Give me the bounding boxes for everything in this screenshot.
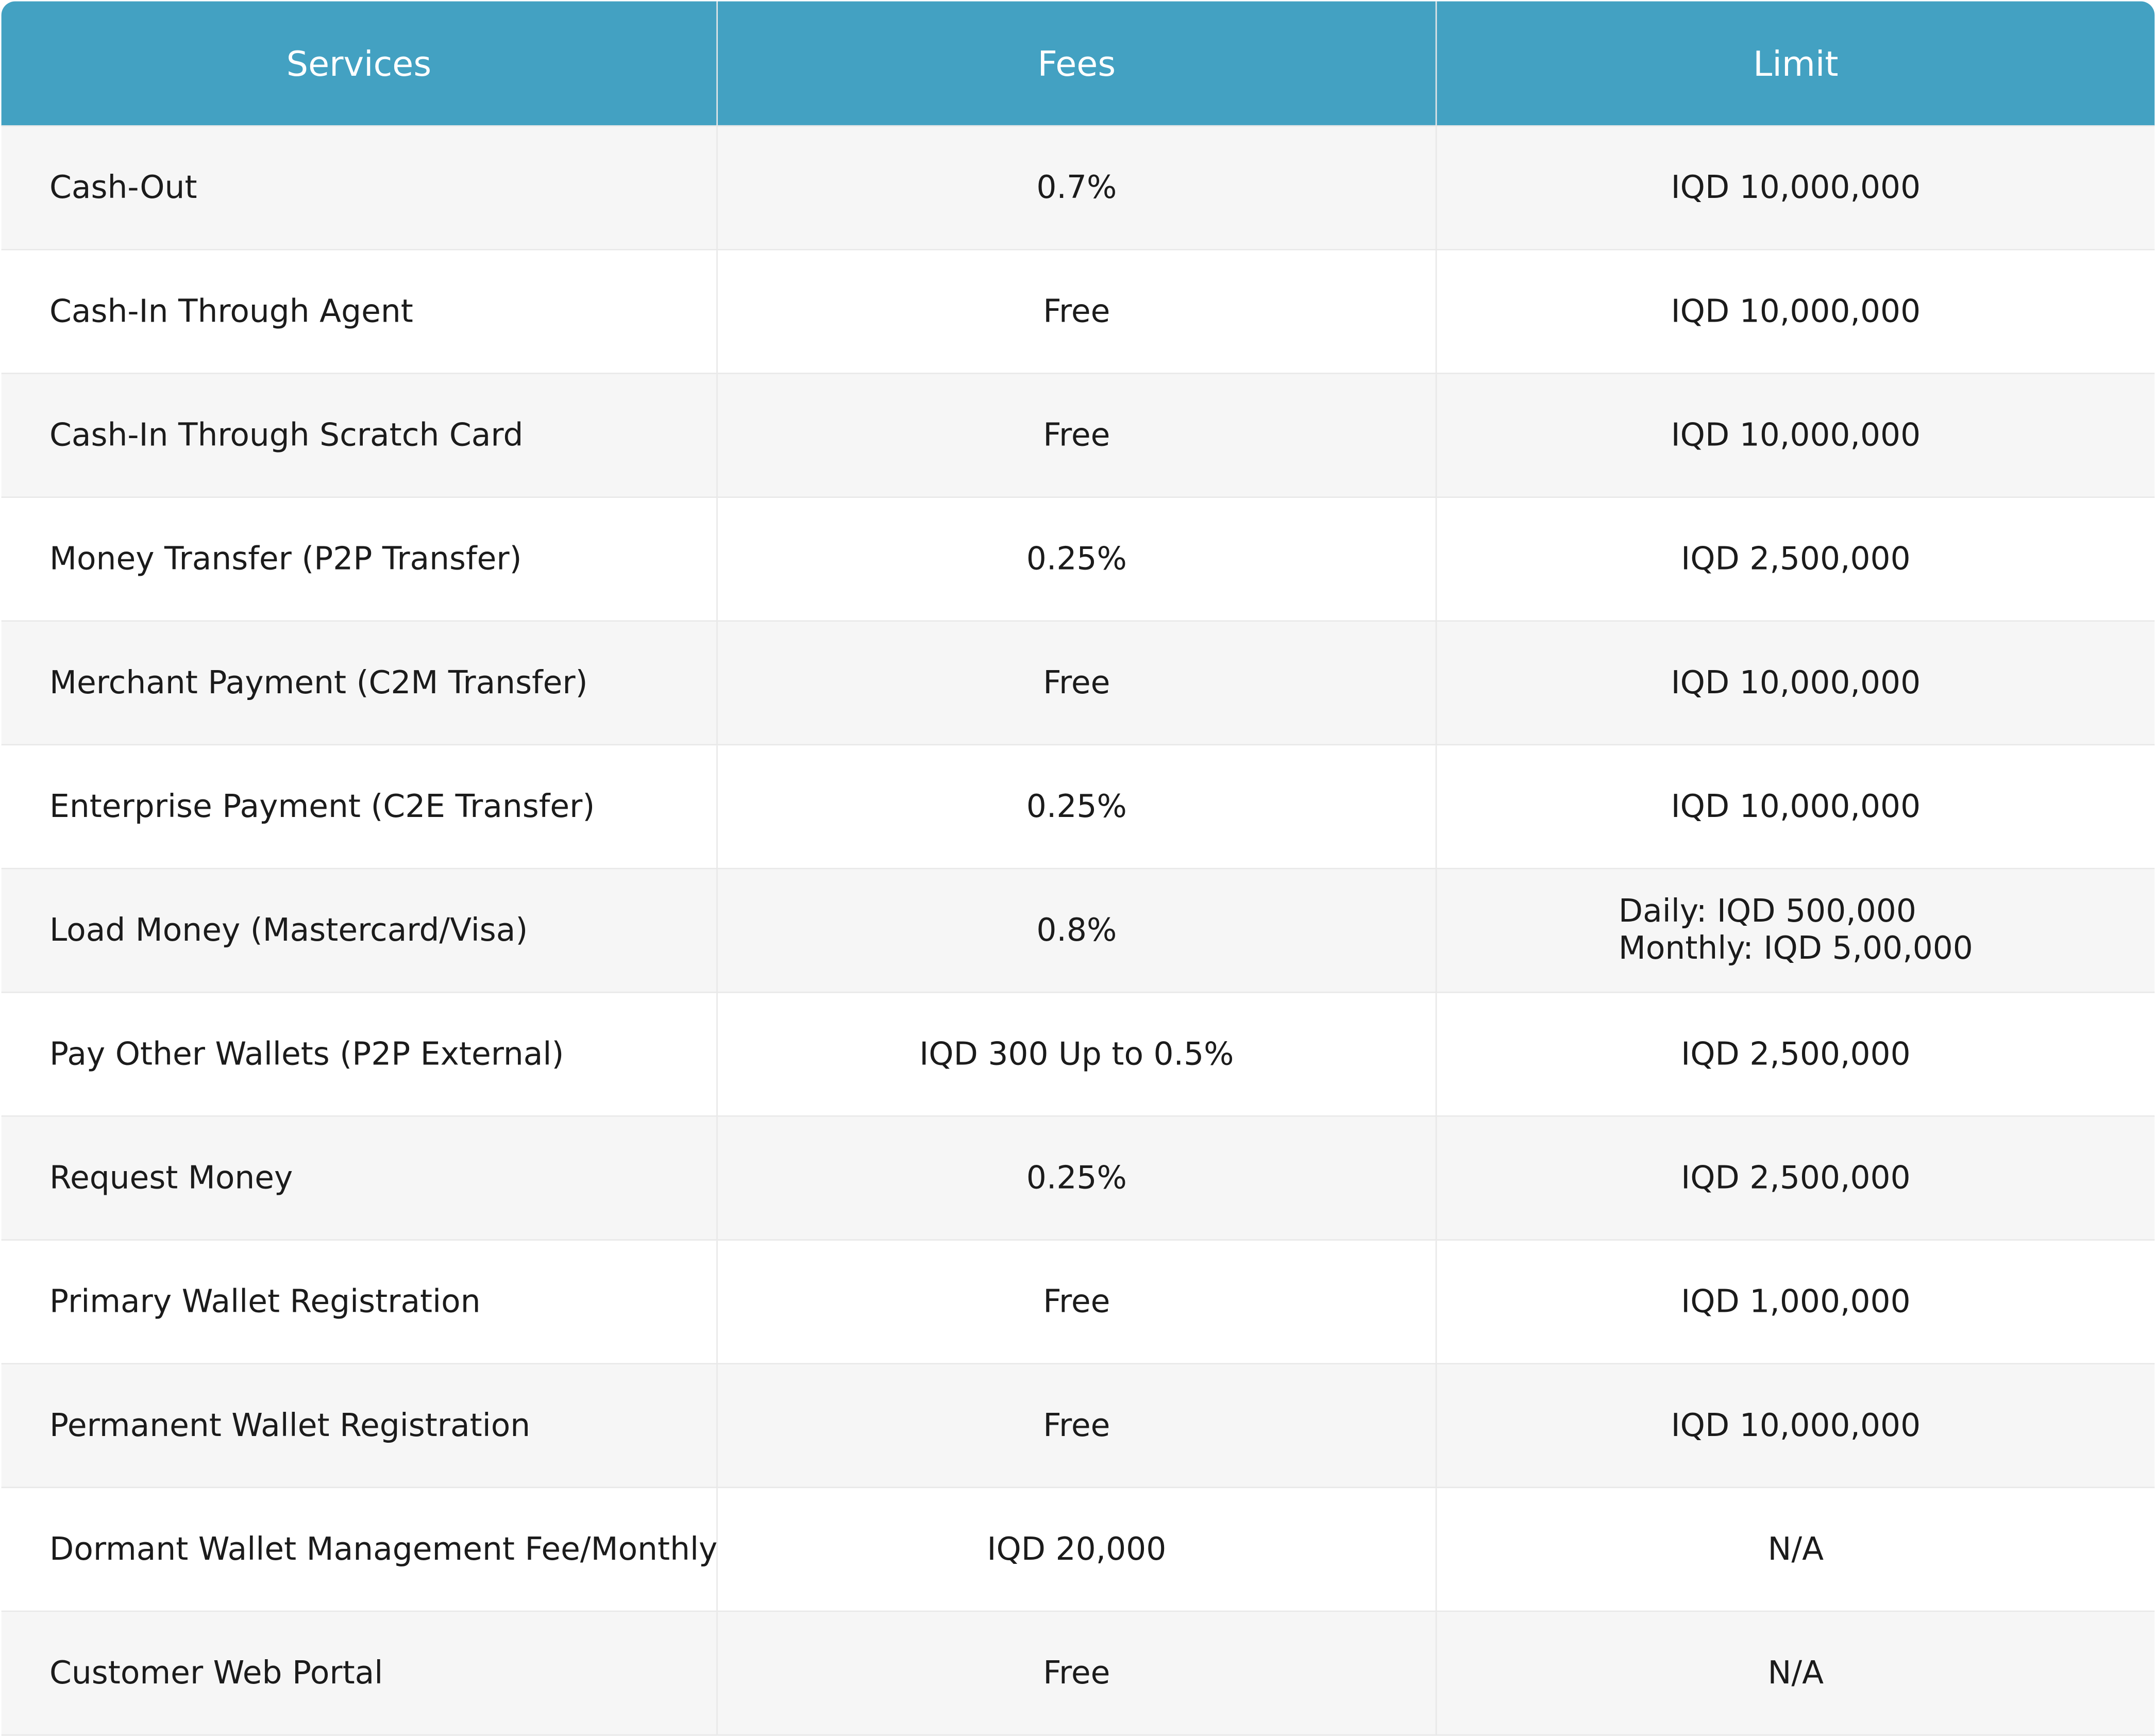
limit-multiline: [1619, 893, 1973, 967]
table-row: [2, 745, 2155, 869]
table-row: [2, 1612, 2155, 1735]
table-row: [2, 622, 2155, 745]
fee-cell: 0.7%: [718, 126, 1437, 250]
table-row: [2, 869, 2155, 993]
limit-cell: IQD 10,000,000: [1437, 126, 2154, 250]
column-header-fees: Fees: [718, 2, 1437, 127]
limit-cell: IQD 2,500,000: [1437, 993, 2154, 1117]
column-header-services: Services: [2, 2, 718, 127]
table-row: [2, 498, 2155, 622]
fee-cell: IQD 20,000: [718, 1488, 1437, 1612]
limit-cell: IQD 10,000,000: [1437, 1364, 2154, 1488]
limit-daily: Daily: IQD 500,000: [1618, 893, 1916, 929]
table-row: [2, 1488, 2155, 1612]
limit-cell: IQD 10,000,000: [1437, 251, 2154, 374]
service-cell: Merchant Payment (C2M Transfer): [2, 622, 718, 745]
table-row: [2, 993, 2155, 1117]
table-row: [2, 1241, 2155, 1364]
limit-cell: IQD 10,000,000: [1437, 374, 2154, 498]
fee-cell: 0.8%: [718, 869, 1437, 993]
table-row: [2, 126, 2155, 250]
fee-cell: Free: [718, 1241, 1437, 1364]
table-row: [2, 374, 2155, 498]
table-header-row: [2, 2, 2155, 127]
fee-cell: IQD 300 Up to 0.5%: [718, 993, 1437, 1117]
fee-cell: Free: [718, 1612, 1437, 1735]
column-header-limit: Limit: [1437, 2, 2154, 127]
fee-cell: Free: [718, 251, 1437, 374]
fee-cell: 0.25%: [718, 745, 1437, 869]
limit-cell: N/A: [1437, 1488, 2154, 1612]
limit-cell: IQD 1,000,000: [1437, 1241, 2154, 1364]
limit-cell: IQD 2,500,000: [1437, 1117, 2154, 1241]
limit-cell: [1437, 869, 2154, 993]
fee-cell: 0.25%: [718, 498, 1437, 622]
service-cell: Load Money (Mastercard/Visa): [2, 869, 718, 993]
limit-cell: N/A: [1437, 1612, 2154, 1735]
fee-cell: Free: [718, 622, 1437, 745]
service-cell: Pay Other Wallets (P2P External): [2, 993, 718, 1117]
limit-cell: IQD 10,000,000: [1437, 622, 2154, 745]
service-cell: Request Money: [2, 1117, 718, 1241]
service-cell: Enterprise Payment (C2E Transfer): [2, 745, 718, 869]
table-row: [2, 1117, 2155, 1241]
service-cell: Cash-In Through Scratch Card: [2, 374, 718, 498]
table-row: [2, 251, 2155, 374]
service-cell: Cash-In Through Agent: [2, 251, 718, 374]
fees-table: [2, 2, 2155, 1736]
service-cell: Dormant Wallet Management Fee/Monthly: [2, 1488, 718, 1612]
fee-cell: 0.25%: [718, 1117, 1437, 1241]
service-cell: Cash-Out: [2, 126, 718, 250]
service-cell: Primary Wallet Registration: [2, 1241, 718, 1364]
table-row: [2, 1364, 2155, 1488]
service-cell: Customer Web Portal: [2, 1612, 718, 1735]
service-cell: Permanent Wallet Registration: [2, 1364, 718, 1488]
limit-cell: IQD 10,000,000: [1437, 745, 2154, 869]
fee-cell: Free: [718, 374, 1437, 498]
fee-cell: Free: [718, 1364, 1437, 1488]
limit-monthly: Monthly: IQD 5,00,000: [1618, 930, 1973, 966]
limit-cell: IQD 2,500,000: [1437, 498, 2154, 622]
service-cell: Money Transfer (P2P Transfer): [2, 498, 718, 622]
